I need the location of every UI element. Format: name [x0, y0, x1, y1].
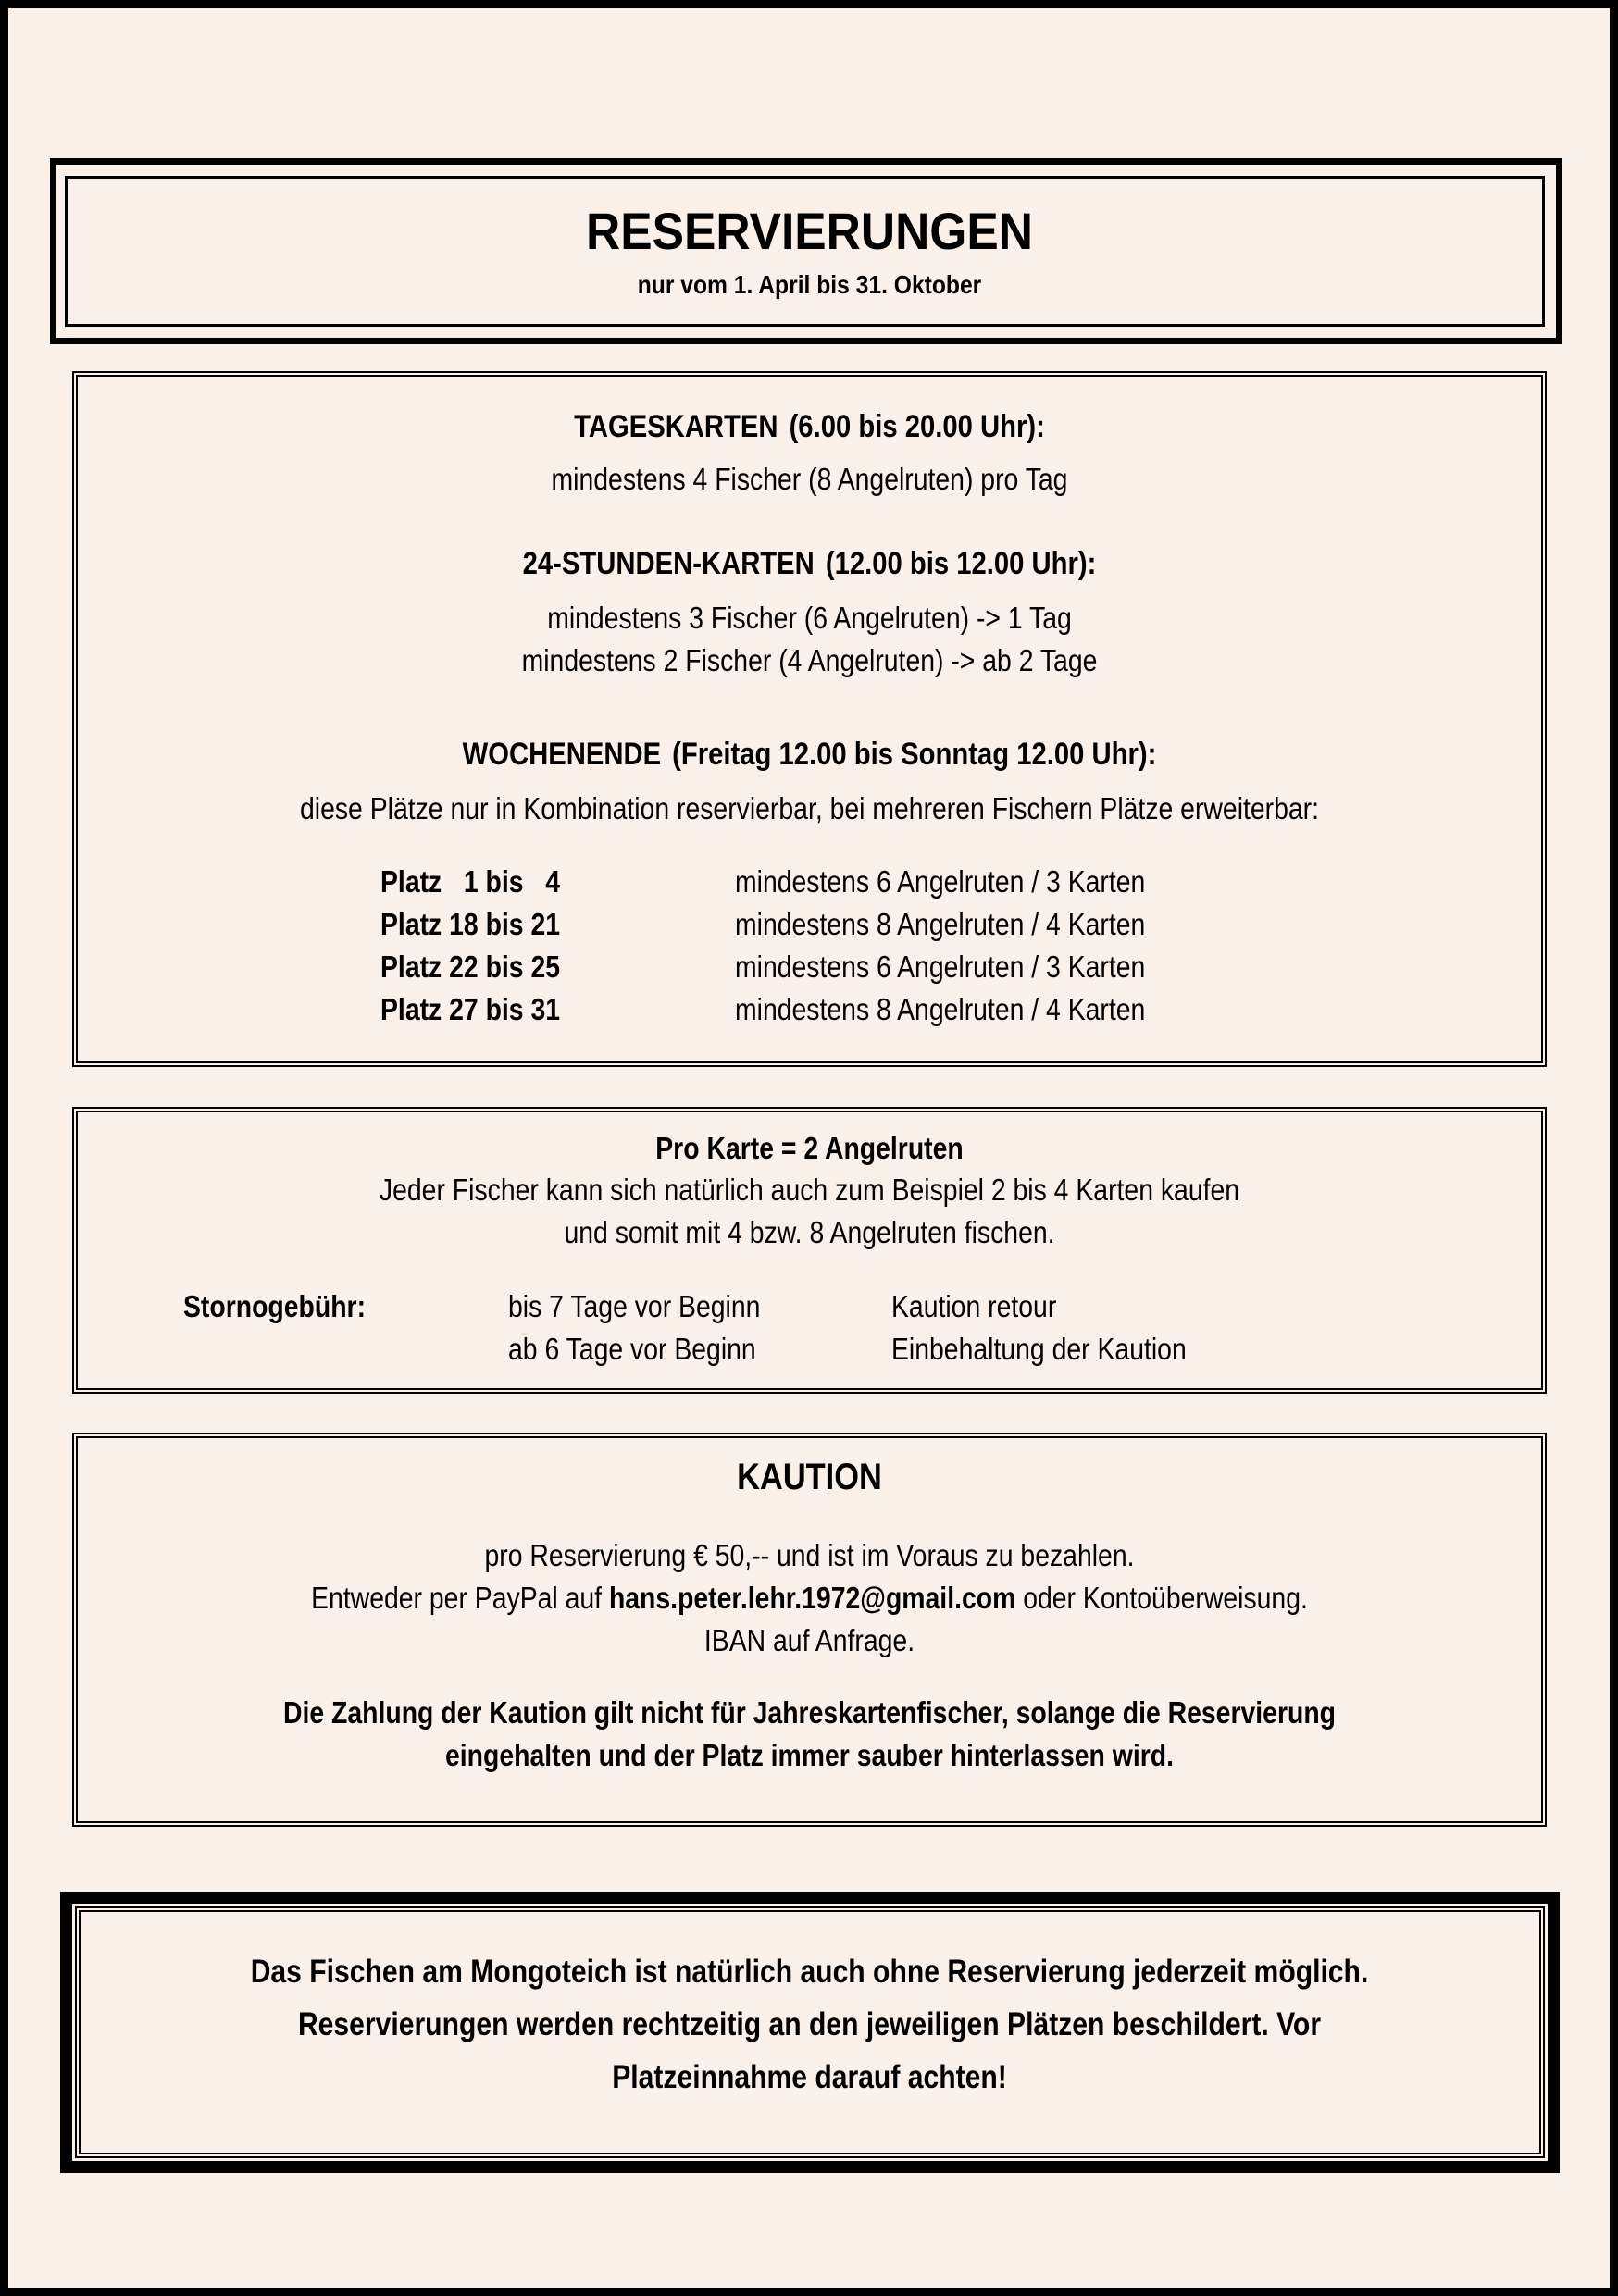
page-subtitle: nur vom 1. April bis 31. Oktober — [637, 270, 982, 299]
platz-row-2-range: Platz 18 bis 21 — [380, 907, 561, 941]
stundenkarten-time: (12.00 bis 12.00 Uhr): — [825, 546, 1097, 581]
tageskarten-title: TAGESKARTEN — [574, 409, 778, 444]
kaution-transfer-text: oder Kontoüberweisung. — [1015, 1581, 1308, 1615]
kaution-heading: KAUTION — [737, 1457, 882, 1497]
tageskarten-heading — [176, 411, 1444, 442]
kaution-note-line-2: eingehalten und der Platz immer sauber hinterlassen wird. — [445, 1738, 1174, 1772]
storno-row-2-result: Einbehaltung der Kaution — [891, 1332, 1187, 1366]
platz-row-2-requirement: mindestens 8 Angelruten / 4 Karten — [735, 907, 1146, 941]
platz-row-4-requirement: mindestens 8 Angelruten / 4 Karten — [735, 992, 1146, 1026]
kaution-line-1: pro Reservierung € 50,-- und ist im Voraus zu bezahlen. — [484, 1538, 1135, 1572]
platz-row-3-requirement: mindestens 6 Angelruten / 3 Karten — [735, 949, 1146, 984]
kaution-note-line-1: Die Zahlung der Kaution gilt nicht für Jahreskartenfischer, solange die Reservierung — [282, 1695, 1337, 1730]
kaution-line-3: IBAN auf Anfrage. — [703, 1623, 915, 1657]
stundenkarten-line-2: mindestens 2 Fischer (4 Angelruten) -> ab 2 Tage — [521, 643, 1098, 677]
karten-line-1: Jeder Fischer kann sich natürlich auch zum Beispiel 2 bis 4 Karten kaufen — [379, 1173, 1240, 1207]
platz-row-1-range: Platz 1 bis 4 — [380, 864, 561, 899]
platz-row-4-range: Platz 27 bis 31 — [380, 992, 561, 1026]
stundenkarten-title: 24-STUNDEN-KARTEN — [522, 546, 815, 581]
tageskarten-line: mindestens 4 Fischer (8 Angelruten) pro Tag — [551, 462, 1068, 496]
tageskarten-time: (6.00 bis 20.00 Uhr): — [789, 409, 1045, 444]
platz-row-1-requirement: mindestens 6 Angelruten / 3 Karten — [735, 864, 1146, 899]
notice-line-1: Das Fischen am Mongoteich ist natürlich auch ohne Reservierung jederzeit möglich. — [250, 1954, 1369, 1990]
wochenende-heading — [176, 738, 1444, 770]
notice-line-3: Platzeinnahme darauf achten! — [612, 2059, 1007, 2095]
pro-karte-heading: Pro Karte = 2 Angelruten — [655, 1131, 964, 1165]
storno-row-2-when: ab 6 Tage vor Beginn — [508, 1332, 756, 1366]
kaution-paypal-text: Entweder per PayPal auf — [311, 1581, 609, 1615]
karten-line-2: und somit mit 4 bzw. 8 Angelruten fischen. — [564, 1215, 1055, 1249]
platz-row-3-range: Platz 22 bis 25 — [380, 949, 561, 984]
wochenende-title: WOCHENENDE — [462, 737, 662, 772]
storno-label: Stornogebühr: — [183, 1289, 367, 1323]
paypal-email-link[interactable]: hans.peter.lehr.1972@gmail.com — [608, 1581, 1016, 1615]
stundenkarten-heading — [176, 548, 1444, 579]
storno-row-1-result: Kaution retour — [891, 1289, 1057, 1323]
storno-row-1-when: bis 7 Tage vor Beginn — [508, 1289, 761, 1323]
page-title: RESERVIERUNGEN — [586, 202, 1033, 260]
wochenende-time: (Freitag 12.00 bis Sonntag 12.00 Uhr): — [672, 737, 1157, 772]
wochenende-note: diese Plätze nur in Kombination reservierbar, bei mehreren Fischern Plätze erweiterbar: — [299, 791, 1320, 825]
stundenkarten-line-1: mindestens 3 Fischer (6 Angelruten) -> 1 Tag — [547, 601, 1072, 635]
notice-line-2: Reservierungen werden rechtzeitig an den jeweiligen Plätzen beschildert. Vor — [297, 2006, 1322, 2042]
kaution-line-2 — [176, 1582, 1444, 1613]
